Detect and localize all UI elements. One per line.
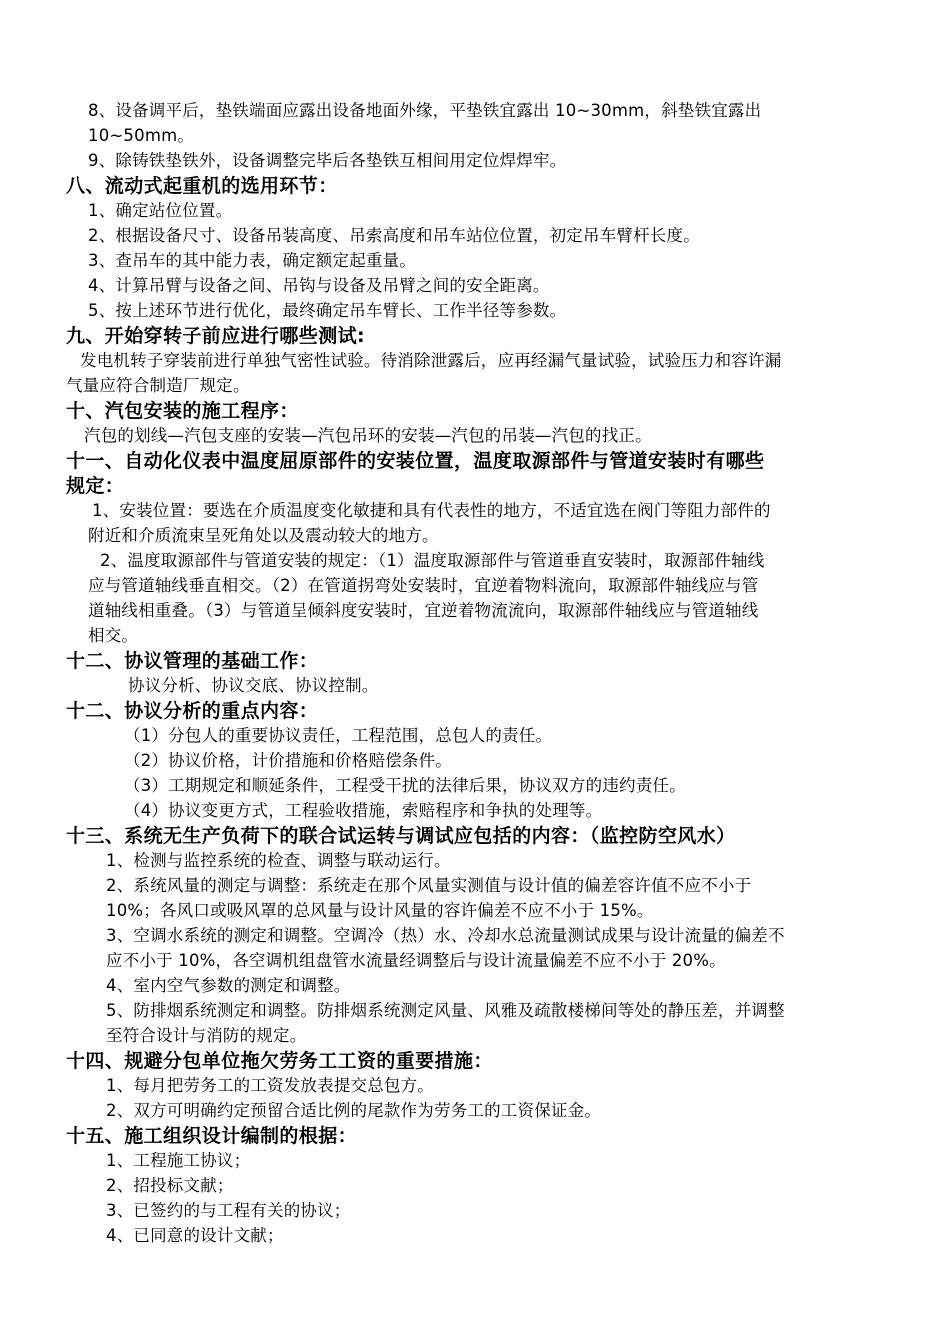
list-item: （1）分包人的重要协议责任，工程范围，总包人的责任。 bbox=[124, 726, 553, 745]
heading-section-8: 八、流动式起重机的选用环节： bbox=[66, 175, 338, 197]
list-item: 1、每月把劳务工的工资发放表提交总包方。 bbox=[106, 1076, 434, 1095]
list-item: 3、已签约的与工程有关的协议； bbox=[106, 1201, 351, 1220]
body-line-8-1: 8、设备调平后，垫铁端面应露出设备地面外缘，平垫铁宜露出 10~30mm，斜垫铁宜露出 bbox=[88, 101, 762, 120]
list-item-cont: 附近和介质流束呈死角处以及震动较大的地方。 bbox=[88, 526, 439, 545]
list-item: 2、双方可明确约定预留合适比例的尾款作为劳务工的工资保证金。 bbox=[106, 1101, 601, 1120]
list-item: 4、已同意的设计文献； bbox=[106, 1226, 284, 1245]
paragraph-line: 汽包的划线—汽包支座的安装—汽包吊环的安装—汽包的吊装—汽包的找正。 bbox=[84, 426, 652, 445]
list-item-cont: 10%；各风口或吸风罩的总风量与设计风量的容许偏差不应不小于 15%。 bbox=[106, 901, 654, 920]
list-item: 2、系统风量的测定与调整：系统走在那个风量实测值与设计值的偏差容许值不应不小于 bbox=[106, 876, 752, 895]
list-item: 2、根据设备尺寸、设备吊装高度、吊索高度和吊车站位位置，初定吊车臂杆长度。 bbox=[88, 226, 700, 245]
list-item: （4）协议变更方式，工程验收措施，索赔程序和争执的处理等。 bbox=[124, 801, 603, 820]
list-item: 5、按上述环节进行优化，最终确定吊车臂长、工作半径等参数。 bbox=[88, 301, 567, 320]
heading-section-10: 十、汽包安装的施工程序： bbox=[66, 400, 299, 422]
heading-section-9: 九、开始穿转子前应进行哪些测试: bbox=[66, 325, 365, 347]
list-item: 3、查吊车的其中能力表，确定额定起重量。 bbox=[88, 251, 416, 270]
list-item: 1、确定站位位置。 bbox=[88, 201, 233, 220]
list-item: 2、温度取源部件与管道安装的规定：（1）温度取源部件与管道垂直安装时，取源部件轴线 bbox=[100, 551, 765, 570]
heading-section-15: 十五、施工组织设计编制的根据： bbox=[66, 1125, 358, 1147]
list-item: 1、工程施工协议； bbox=[106, 1151, 251, 1170]
heading-section-13: 十三、系统无生产负荷下的联合试运转与调试应包括的内容：（监控防空风水） bbox=[66, 825, 736, 847]
body-line-9: 9、除铸铁垫铁外，设备调整完毕后各垫铁互相间用定位焊焊牢。 bbox=[88, 151, 567, 170]
heading-section-14: 十四、规避分包单位拖欠劳务工工资的重要措施： bbox=[66, 1050, 493, 1072]
list-item-cont: 应不小于 10%，各空调机组盘管水流量经调整后与设计流量偏差不应不小于 20%。 bbox=[106, 951, 726, 970]
paragraph-line: 协议分析、协议交底、协议控制。 bbox=[128, 676, 379, 695]
paragraph-line: 发电机转子穿装前进行单独气密性试验。待消除泄露后，应再经漏气量试验，试验压力和容许漏 bbox=[80, 351, 782, 370]
list-item: 3、空调水系统的测定和调整。空调冷（热）水、冷却水总流量测试成果与设计流量的偏差不 bbox=[106, 926, 785, 945]
list-item-cont: 相交。 bbox=[88, 626, 139, 645]
heading-section-11-cont: 规定： bbox=[66, 475, 125, 497]
paragraph-line: 气量应符合制造厂规定。 bbox=[66, 376, 250, 395]
heading-section-12a: 十二、协议管理的基础工作： bbox=[66, 650, 319, 672]
heading-section-11: 十一、自动化仪表中温度屈原部件的安装位置，温度取源部件与管道安装时有哪些 bbox=[66, 450, 765, 472]
heading-section-12b: 十二、协议分析的重点内容： bbox=[66, 700, 319, 722]
list-item-cont: 至符合设计与消防的规定。 bbox=[106, 1026, 307, 1045]
list-item: 4、计算吊臂与设备之间、吊钩与设备及吊臂之间的安全距离。 bbox=[88, 276, 550, 295]
list-item: （3）工期规定和顺延条件，工程受干扰的法律后果，协议双方的违约责任。 bbox=[124, 776, 686, 795]
list-item: 4、室内空气参数的测定和调整。 bbox=[106, 976, 351, 995]
list-item-cont: 道轴线相重叠。（3）与管道呈倾斜度安装时，宜逆着物流流向，取源部件轴线应与管道轴线 bbox=[88, 601, 759, 620]
list-item: 1、检测与监控系统的检查、调整与联动运行。 bbox=[106, 851, 451, 870]
list-item: 1、安装位置：要选在介质温度变化敏捷和具有代表性的地方，不适宜选在阀门等阻力部件的 bbox=[92, 501, 771, 520]
list-item: 5、防排烟系统测定和调整。防排烟系统测定风量、风雅及疏散楼梯间等处的静压差，并调整 bbox=[106, 1001, 785, 1020]
list-item: （2）协议价格，计价措施和价格赔偿条件。 bbox=[124, 751, 452, 770]
list-item: 2、招投标文献； bbox=[106, 1176, 234, 1195]
body-line-8-2: 10~50mm。 bbox=[88, 126, 195, 145]
list-item-cont: 应与管道轴线垂直相交。（2）在管道拐弯处安装时，宜逆着物料流向，取源部件轴线应与管 bbox=[88, 576, 759, 595]
